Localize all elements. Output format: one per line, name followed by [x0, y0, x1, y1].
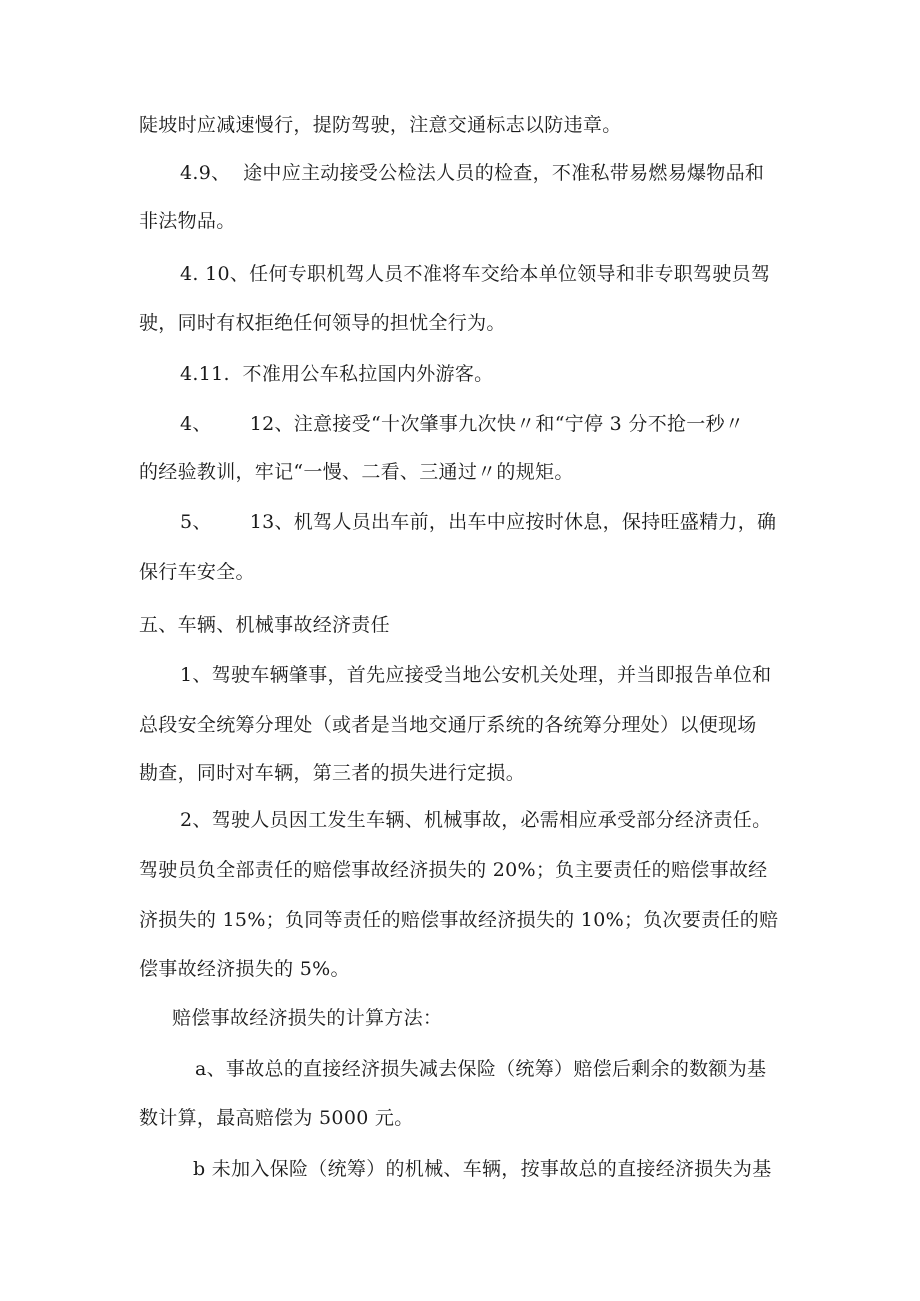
paragraph-line: 保行车安全。: [139, 561, 255, 583]
paragraph-line: 勘查，同时对车辆，第三者的损失进行定损。: [139, 762, 526, 784]
paragraph-line: 4. 10、任何专职机驾人员不准将车交给本单位领导和非专职驾驶员驾: [180, 263, 771, 285]
paragraph-line: 济损失的 15%；负同等责任的赔偿事故经济损失的 10%；负次要责任的赔: [139, 909, 779, 931]
paragraph-line: 驶，同时有权拒绝任何领导的担忧全行为。: [139, 312, 506, 334]
paragraph-line: 总段安全统筹分理处（或者是当地交通厅系统的各统筹分理处）以便现场: [139, 714, 757, 736]
paragraph-line: 4.11. 不准用公车私拉国内外游客。: [180, 363, 494, 385]
paragraph-line: a、事故总的直接经济损失减去保险（统筹）赔偿后剩余的数额为基: [195, 1058, 767, 1080]
paragraph-line: 4.9、 途中应主动接受公检法人员的检查，不准私带易燃易爆物品和: [180, 162, 765, 184]
paragraph-line: 陡坡时应减速慢行，提防驾驶，注意交通标志以防违章。: [139, 114, 622, 136]
paragraph-line: 4、 12、注意接受“十次肇事九次快〃和“宁停 3 分不抢一秒〃: [180, 413, 745, 435]
paragraph-line: 偿事故经济损失的 5%。: [139, 958, 350, 980]
paragraph-line: 驾驶员负全部责任的赔偿事故经济损失的 20%；负主要责任的赔偿事故经: [139, 859, 768, 881]
paragraph-line: 的经验教训，牢记“一慢、二看、三通过〃的规矩。: [139, 461, 574, 483]
paragraph-line: 非法物品。: [139, 210, 236, 232]
paragraph-line: 5、 13、机驾人员出车前，出车中应按时休息，保持旺盛精力，确: [180, 511, 777, 533]
paragraph-line: 2、驾驶人员因工发生车辆、机械事故，必需相应承受部分经济责任。: [180, 809, 772, 831]
section-heading: 五、车辆、机械事故经济责任: [139, 614, 390, 636]
paragraph-line: b 未加入保险（统筹）的机械、车辆，按事故总的直接经济损失为基: [193, 1158, 772, 1180]
paragraph-line: 1、驾驶车辆肇事，首先应接受当地公安机关处理，并当即报告单位和: [180, 664, 772, 686]
subheading-line: 赔偿事故经济损失的计算方法：: [172, 1007, 443, 1029]
paragraph-line: 数计算，最高赔偿为 5000 元。: [139, 1107, 414, 1129]
